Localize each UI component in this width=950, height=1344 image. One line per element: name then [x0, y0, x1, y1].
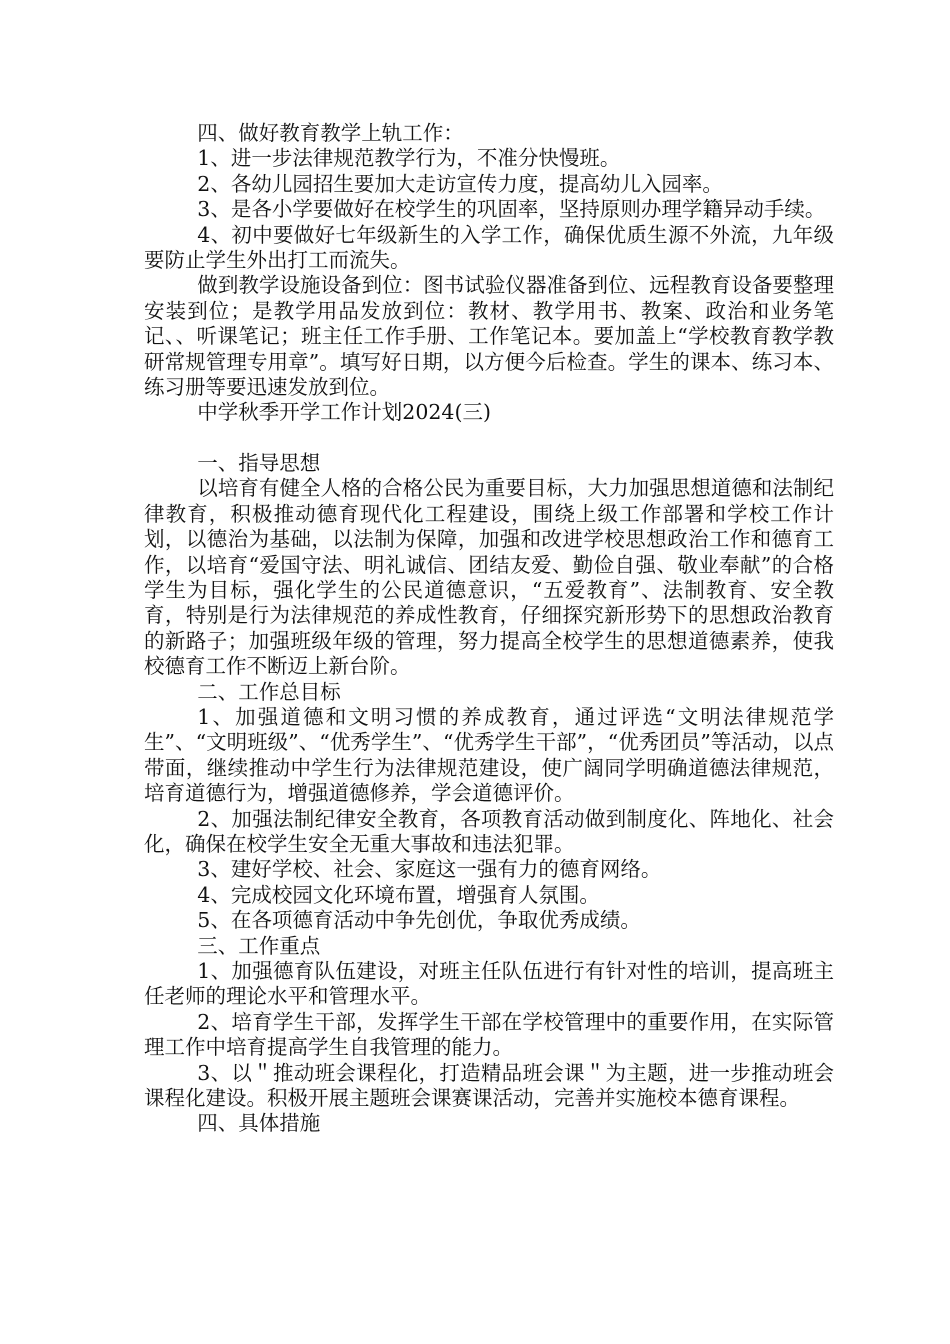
document-subtitle: 中学秋季开学工作计划2024(三)	[197, 400, 491, 425]
paragraph: 以培育有健全人格的合格公民为重要目标，大力加强思想道德和法制纪律教育，积极推动德育现代化工程建设，围绕上级工作部署和学校工作计划，以德治为基础，以法制为保障，加强和改进学校思想政治工作和德育工作，以培育“爱国守法、明礼诚信、团结友爱、勤俭自强、敬业奉献”的合格学生为目标，强化学生的公民道德意识，“五爱教育”、法制教育、安全教育，特别是行为法律规范的养成性教育，仔细探究新形势下的思想政治教育的新路子；加强班级年级的管理，努力提高全校学生的思想道德素养，使我校德育工作不断迈上新台阶。	[144, 476, 834, 679]
paragraph: 2、培育学生干部，发挥学生干部在学校管理中的重要作用，在实际管理工作中培育提高学生自我管理的能力。	[144, 1009, 834, 1060]
paragraph: 3、建好学校、社会、家庭这一强有力的德育网络。	[197, 857, 662, 882]
paragraph: 做到教学设施设备到位：图书试验仪器准备到位、远程教育设备要整理安装到位；是教学用品发放到位：教材、教学用书、教案、政治和业务笔记、、听课笔记；班主任工作手册、工作笔记本。要加盖上“学校教育教学教研常规管理专用章”。填写好日期，以方便今后检查。学生的课本、练习本、练习册等要迅速发放到位。	[144, 273, 834, 400]
document-page	[144, 121, 834, 1137]
paragraph: 2、加强法制纪律安全教育，各项教育活动做到制度化、阵地化、社会化，确保在校学生安全无重大事故和违法犯罪。	[144, 806, 834, 856]
section-heading: 三、工作重点	[197, 933, 321, 958]
paragraph: 4、初中要做好七年级新生的入学工作，确保优质生源不外流，九年级要防止学生外出打工而流失。	[144, 222, 834, 273]
blank-line	[144, 426, 834, 451]
paragraph: 4、完成校园文化环境布置，增强育人氛围。	[197, 882, 600, 907]
section-heading: 一、指导思想	[197, 450, 321, 475]
paragraph: 1、进一步法律规范教学行为，不准分快慢班。	[197, 146, 621, 171]
paragraph: 3、是各小学要做好在校学生的巩固率，坚持原则办理学籍异动手续。	[197, 197, 826, 222]
paragraph: 2、各幼儿园招生要加大走访宣传力度，提高幼儿入园率。	[197, 171, 723, 196]
paragraph: 1、加强道德和文明习惯的养成教育，通过评选“文明法律规范学生”、“文明班级”、“优秀学生”、“优秀学生干部”，“优秀团员”等活动，以点带面，继续推动中学生行为法律规范建设，使广阔同学明确道德法律规范，培育道德行为，增强道德修养，学会道德评价。	[144, 704, 834, 806]
paragraph: 1、加强德育队伍建设，对班主任队伍进行有针对性的培训，提高班主任老师的理论水平和管理水平。	[144, 959, 834, 1009]
paragraph: 5、在各项德育活动中争先创优，争取优秀成绩。	[197, 908, 641, 933]
section-heading: 二、工作总目标	[197, 679, 341, 704]
paragraph: 3、以＂推动班会课程化，打造精品班会课＂为主题，进一步推动班会课程化建设。积极开展主题班会课赛课活动，完善并实施校本德育课程。	[144, 1060, 834, 1111]
section-heading: 四、具体措施	[197, 1111, 321, 1136]
section-heading: 四、做好教育教学上轨工作：	[197, 121, 464, 145]
